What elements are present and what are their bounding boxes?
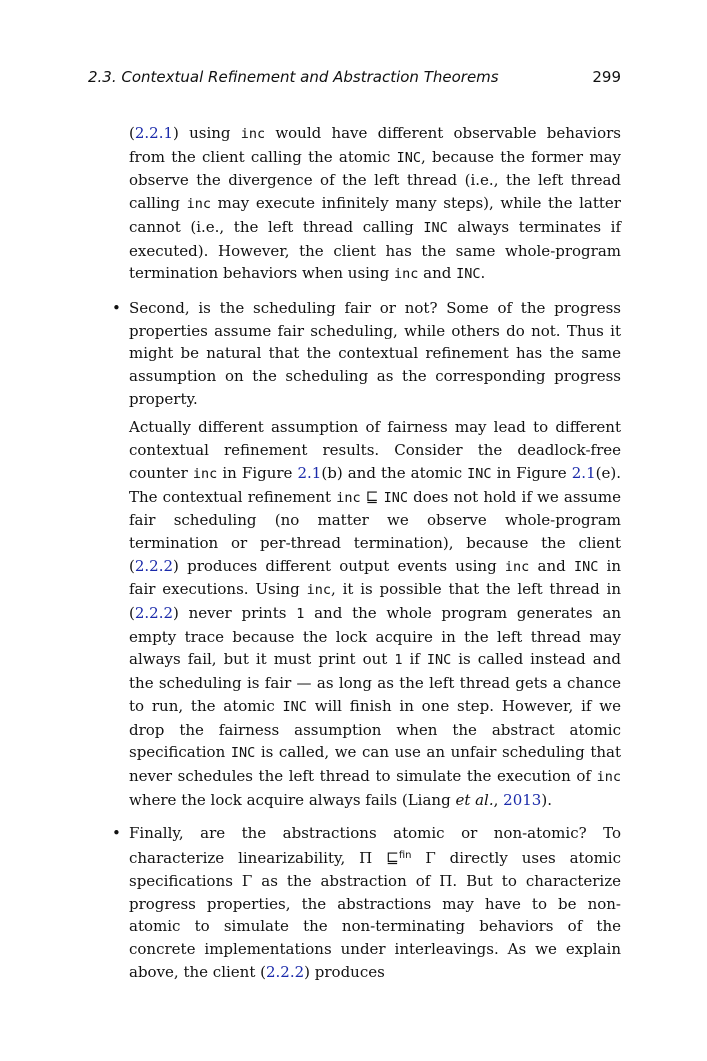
paragraph-scheduling: Second, is the scheduling fair or not? Some of the progress properties assume fair scheduling, while others do not. Thus it might be natural that the contextual refinement has the same assumption on the scheduling as the corresponding progress property. (129, 298, 621, 408)
running-header (88, 68, 621, 90)
code-token: inc (504, 558, 530, 575)
cross-reference-link[interactable]: 2.1 (297, 463, 322, 482)
cross-reference-link[interactable]: 2.2.2 (265, 962, 305, 981)
code-token: INC (383, 489, 408, 506)
cross-reference-link[interactable]: 2013 (503, 790, 542, 809)
section-title: 2.3. Contextual Refinement and Abstraction Theorems (88, 68, 499, 86)
list-item-abstractions (112, 822, 621, 983)
paragraph-continuation: (2.2.1) using inc would have different observable behaviors from the client calling the atomic INC, because the former may observe the divergence of the left thread (i.e., the left thread calling inc may execute infinitely many steps), while the latter cannot (i.e., the left thread calling INC always terminates if executed). However, the client has the same whole-program termination behaviors when using inc and INC. (129, 124, 622, 283)
paragraph-abstractions: Finally, are the abstractions atomic or non-atomic? To characterize linearizability, Π ⊑$^{fin}$ Γ directly uses atomic specifications Γ as the abstraction of Π. But to characterize progress properties, the abstractions may have to be non-atomic to simulate the non-terminating behaviors of the concrete implementations under interleavings. As we explain above, the client (2.2.2) produces (129, 824, 621, 981)
code-token: INC (230, 745, 256, 762)
list-item-scheduling (112, 297, 621, 811)
cross-reference-link[interactable]: 2.1 (571, 463, 596, 482)
bullet-marker: • (112, 824, 121, 843)
code-token: INC (573, 558, 599, 575)
code-token: INC (396, 149, 421, 166)
code-token: 1 (394, 652, 403, 669)
cross-reference-link[interactable]: 2.2.2 (134, 556, 174, 575)
code-token: inc (596, 768, 621, 785)
code-token: INC (423, 219, 448, 236)
italic-text: et al. (455, 790, 494, 809)
cross-reference-link[interactable]: 2.2.2 (134, 604, 174, 623)
code-token: INC (426, 652, 452, 669)
code-token: INC (282, 698, 307, 715)
code-token: inc (306, 582, 331, 599)
code-token: INC (467, 465, 492, 482)
bullet-marker: • (112, 298, 121, 317)
superscript: fin (398, 850, 412, 862)
code-token: 1 (296, 606, 305, 623)
body-text (112, 122, 622, 983)
code-token: inc (240, 126, 266, 142)
code-token: inc (394, 266, 419, 283)
code-token: inc (336, 489, 361, 506)
paragraph-fairness: Actually different assumption of fairness may lead to different contextual refinement results. Consider the deadlock-free counter inc in Figure 2.1(b) and the atomic INC in Figure 2.1(e). The contextual refinement inc ⊑ INC does not hold if we assume fair scheduling (no matter we observe whole-program termination or per-thread termination), because the client (2.2.2) produces different output events using inc and INC in fair executions. Using inc, it is possible that the left thread in (2.2.2) never prints 1 and the whole program generates an empty trace because the lock acquire in the left thread may always fail, but it must print out 1 if INC is called instead and the scheduling is fair — as long as the left thread gets a chance to run, the atomic INC will finish in one step. However, if we drop the fairness assumption when the abstract atomic specification INC is called, we can use an unfair scheduling that never schedules the left thread to simulate the execution of inc where the lock acquire always fails (Liang et al., 2013). (129, 418, 621, 809)
code-token: INC (456, 266, 481, 283)
cross-reference-link[interactable]: 2.2.1 (134, 124, 174, 142)
code-token: inc (192, 465, 218, 482)
page-number: 299 (592, 68, 621, 86)
code-token: inc (186, 196, 211, 213)
